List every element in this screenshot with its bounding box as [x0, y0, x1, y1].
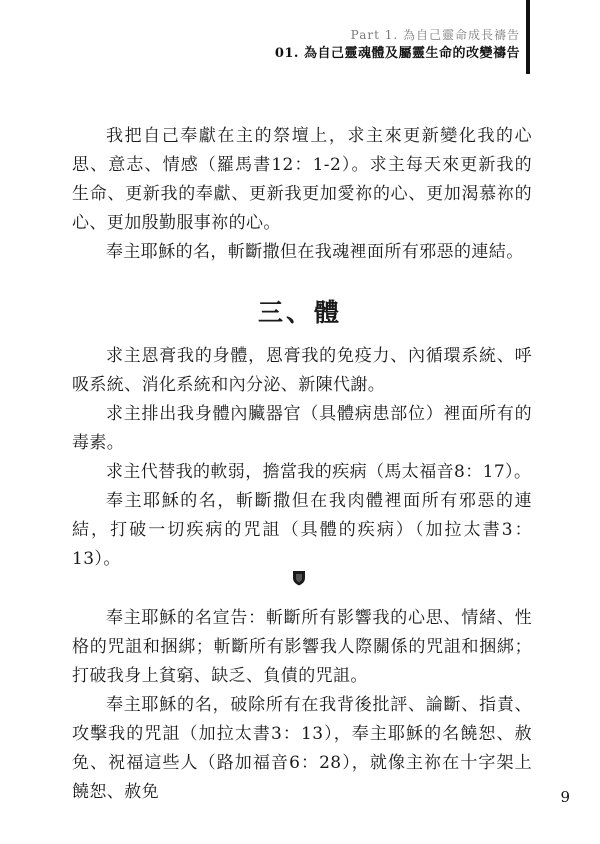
paragraph: 奉主耶穌的名宣告：斬斷所有影響我的心思、情緒、性格的咒詛和捆綁；斬斷所有影響我人際關係的咒詛和捆綁；打破我身上貧窮、缺乏、負債的咒詛。 [72, 608, 532, 686]
paragraph: 奉主耶穌的名，斬斷撒但在我魂裡面所有邪惡的連結。 [106, 242, 524, 262]
header-part-title: Part 1. 為自己靈命成長禱告 [350, 28, 520, 42]
paragraph: 求主恩膏我的身體，恩膏我的免疫力、內循環系統、呼吸系統、消化系統和內分泌、新陳代謝。 [72, 346, 532, 395]
shield-ornament-icon [292, 570, 306, 586]
text-block-body [72, 342, 532, 574]
paragraph: 求主排出我身體內臟器官（具體病患部位）裡面所有的毒素。 [72, 404, 532, 453]
paragraph: 奉主耶穌的名，斬斷撒但在我肉體裡面所有邪惡的連結，打破一切疾病的咒詛（具體的疾病）（加拉太書3：13）。 [72, 491, 532, 569]
text-block-soul [72, 122, 532, 267]
paragraph: 求主代替我的軟弱，擔當我的疾病（馬太福音8：17）。 [106, 462, 532, 482]
page-number: 9 [560, 788, 570, 806]
paragraph: 奉主耶穌的名，破除所有在我背後批評、論斷、指責、攻擊我的咒詛（加拉太書3：13），奉主耶穌的名饒恕、赦免、祝福這些人（路加福音6：28），就像主祢在十字架上饒恕、赦免 [72, 695, 532, 802]
running-header [275, 26, 520, 64]
header-chapter-title: 01. 為自己靈魂體及屬靈生命的改變禱告 [274, 46, 520, 61]
text-block-declaration [72, 604, 532, 807]
paragraph: 我把自己奉獻在主的祭壇上，求主來更新變化我的心思、意志、情感（羅馬書12：1-2）。求主每天來更新我的生命、更新我的奉獻、更新我更加愛祢的心、更加渴慕祢的心、更加殷勤服事祢的心。 [72, 126, 532, 233]
section-heading: 三、體 [257, 298, 342, 327]
edge-tab-bar [526, 0, 530, 74]
